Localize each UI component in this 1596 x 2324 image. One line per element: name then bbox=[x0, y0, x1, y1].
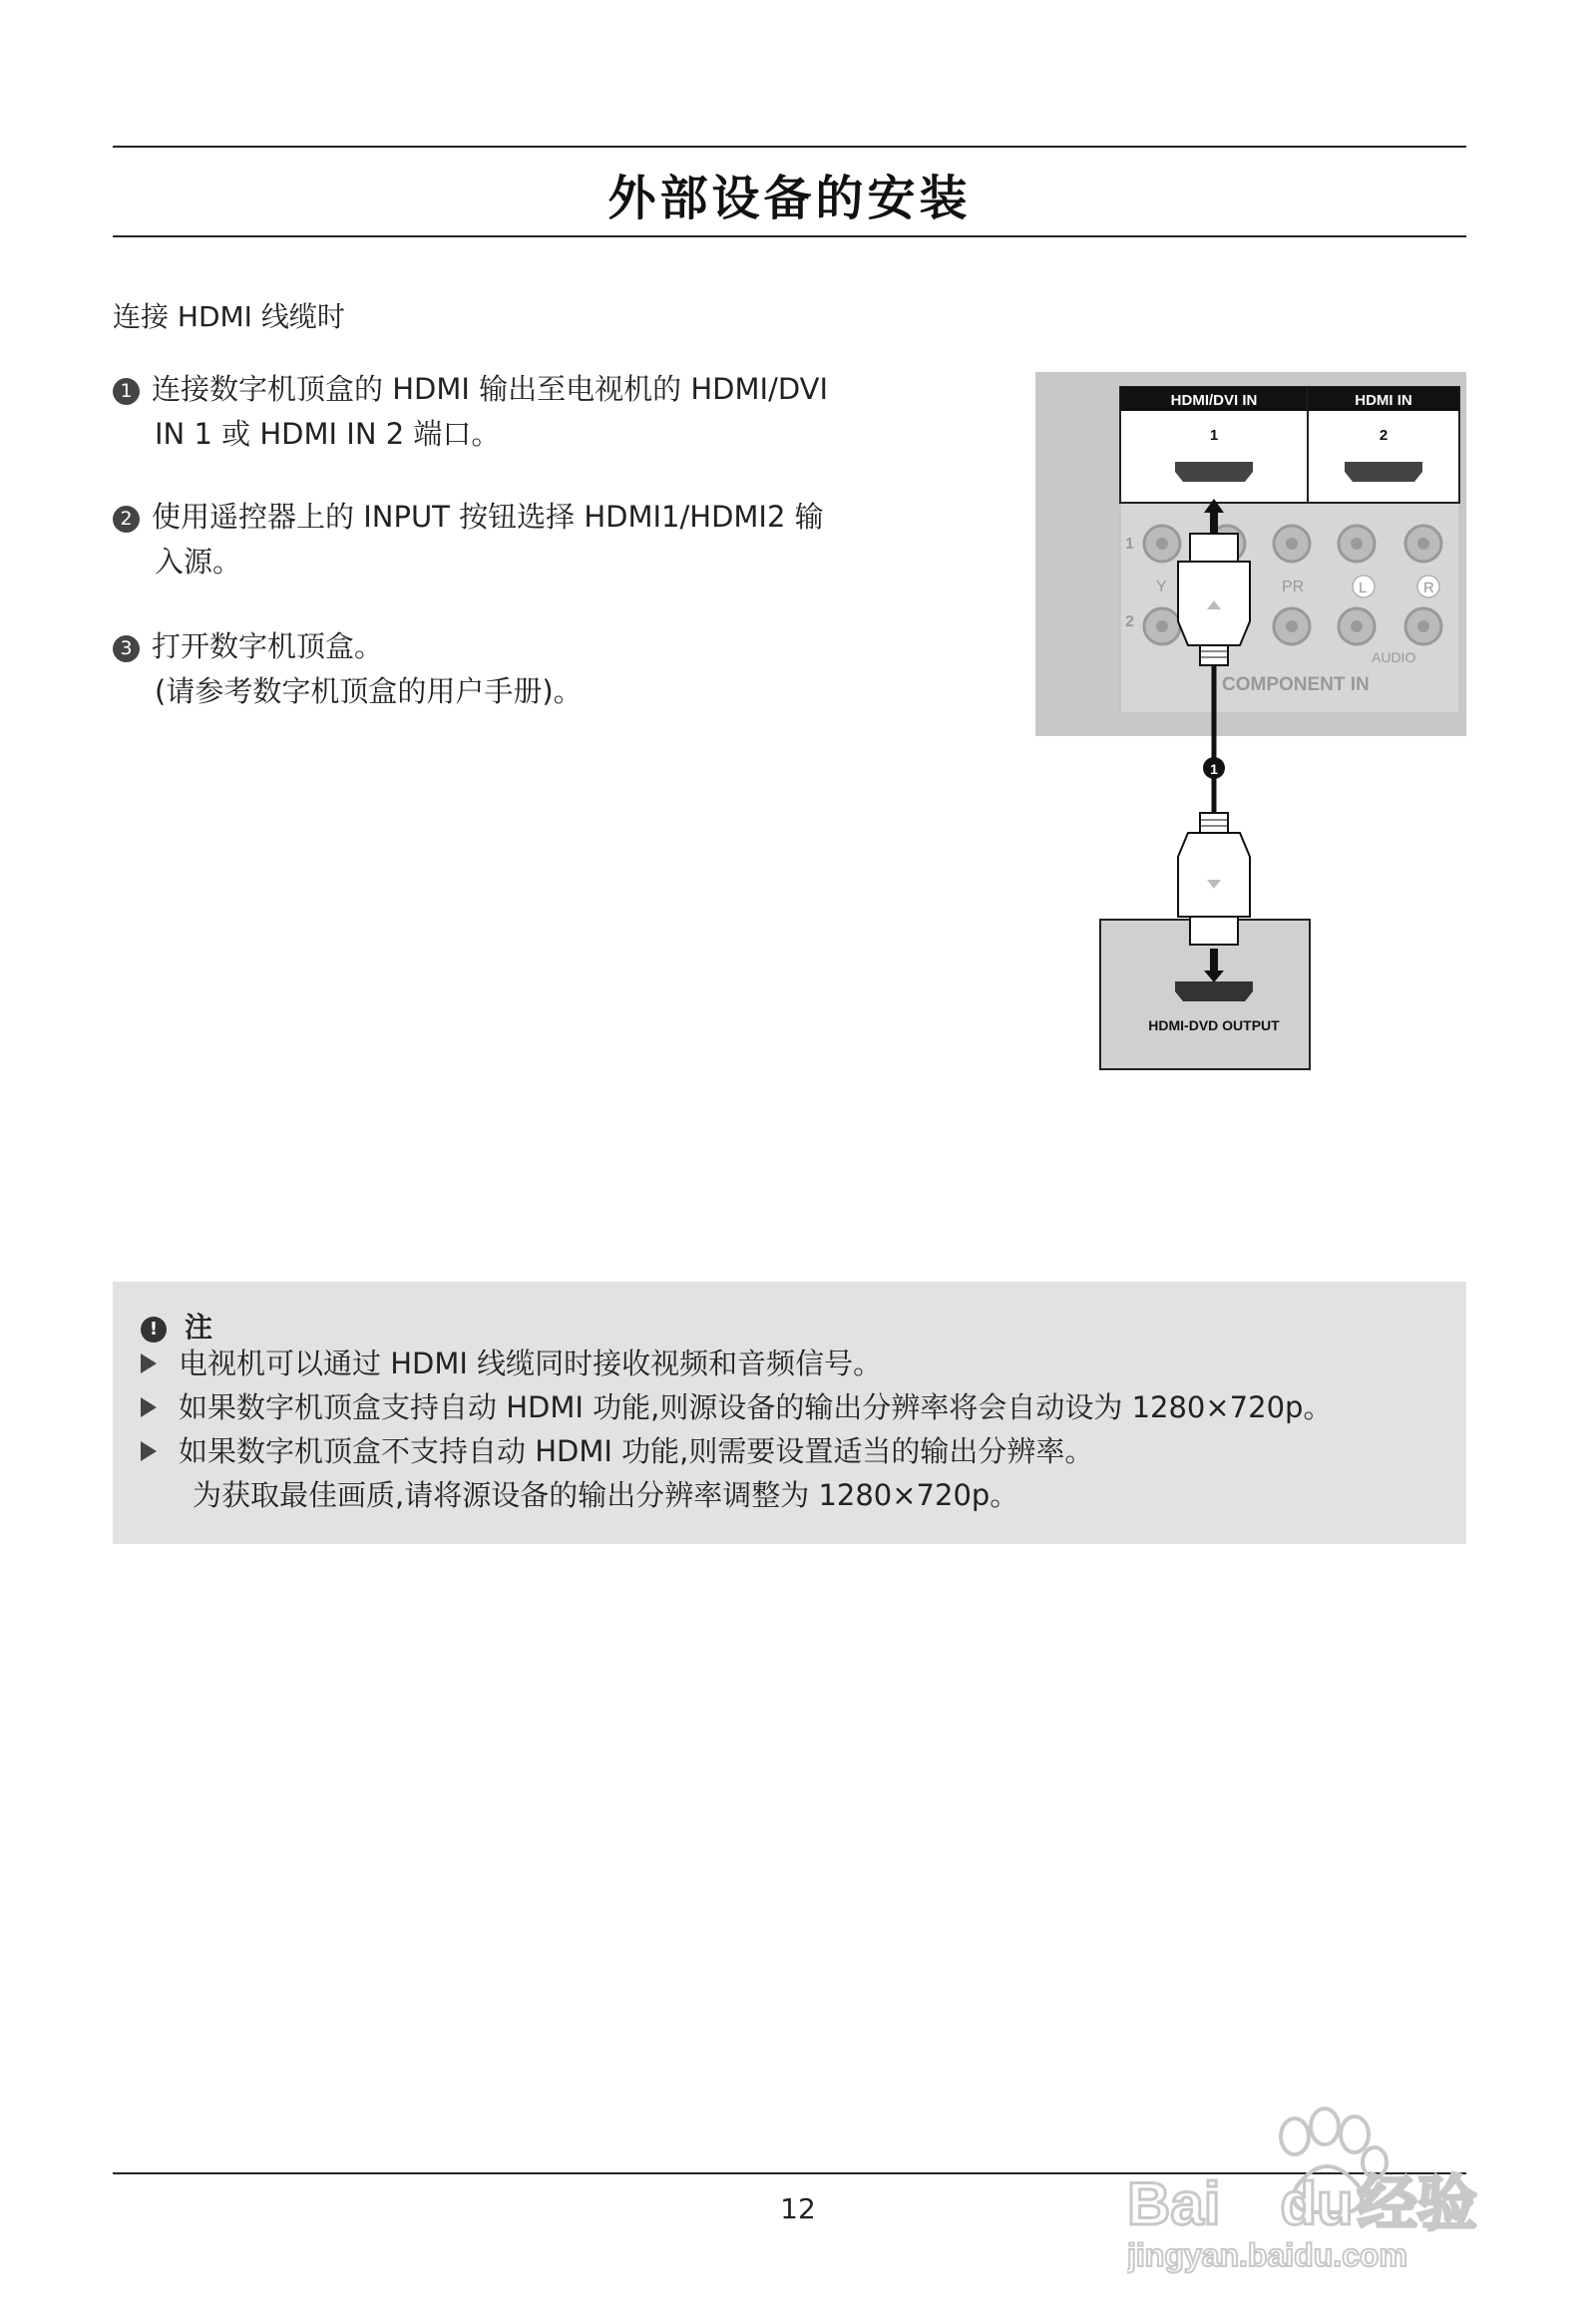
step-text: 使用遥控器上的 INPUT 按钮选择 HDMI1/HDMI2 输 bbox=[152, 500, 824, 534]
note-item-text: 电视机可以通过 HDMI 线缆同时接收视频和音频信号。 bbox=[179, 1347, 883, 1380]
hdmi-port-1-header: HDMI/DVI IN bbox=[1170, 392, 1258, 409]
step-3 bbox=[113, 624, 891, 714]
note-item bbox=[141, 1387, 1332, 1427]
hdmi-port-1-socket-icon bbox=[1175, 462, 1253, 482]
note-item-text: 如果数字机顶盒支持自动 HDMI 功能,则源设备的输出分辨率将会自动设为 1280×720p。 bbox=[179, 1390, 1333, 1424]
step-text: 打开数字机顶盒。 bbox=[152, 629, 384, 663]
row-2-label: 2 bbox=[1125, 613, 1134, 630]
component-in-label: COMPONENT IN bbox=[1222, 674, 1370, 695]
baidu-watermark bbox=[1127, 2075, 1526, 2274]
watermark-url: jingyan.baidu.com bbox=[1127, 2237, 1407, 2273]
note-box bbox=[113, 1282, 1466, 1544]
hdmi-connection-diagram bbox=[1032, 369, 1471, 1077]
section-subtitle: 连接 HDMI 线缆时 bbox=[113, 300, 345, 333]
page-number: 12 bbox=[780, 2192, 816, 2225]
page-title: 外部设备的安装 bbox=[607, 171, 972, 226]
step-text-continued: 入源。 bbox=[155, 545, 242, 579]
step-1 bbox=[113, 367, 891, 457]
step-number-icon: 3 bbox=[113, 635, 140, 662]
step-text-continued: (请参考数字机顶盒的用户手册)。 bbox=[155, 674, 583, 708]
step-2 bbox=[113, 495, 891, 584]
triangle-bullet-icon bbox=[141, 1397, 157, 1417]
title-underline bbox=[113, 235, 1466, 237]
step-number-icon: 2 bbox=[113, 506, 140, 533]
hdmi-port-2-header: HDMI IN bbox=[1355, 392, 1412, 409]
triangle-bullet-icon bbox=[141, 1354, 157, 1373]
top-rule bbox=[113, 146, 1466, 148]
hdmi-port-2-socket-icon bbox=[1345, 462, 1422, 482]
cable-marker-number: 1 bbox=[1210, 761, 1218, 777]
step-number-icon: 1 bbox=[113, 378, 140, 405]
jack-r-label: R bbox=[1423, 580, 1434, 596]
source-socket-icon bbox=[1175, 981, 1253, 1001]
step-text: 连接数字机顶盒的 HDMI 输出至电视机的 HDMI/DVI bbox=[152, 372, 829, 406]
note-item bbox=[141, 1344, 882, 1383]
row-1-label: 1 bbox=[1125, 536, 1134, 553]
hdmi-port-2-number: 2 bbox=[1379, 427, 1389, 444]
hdmi-dvd-output-label: HDMI-DVD OUTPUT bbox=[1148, 1017, 1280, 1033]
step-text-continued: IN 1 或 HDMI IN 2 端口。 bbox=[155, 417, 501, 451]
note-header-text: 注 bbox=[185, 1311, 213, 1344]
triangle-bullet-icon bbox=[141, 1441, 157, 1461]
exclamation-icon: ! bbox=[141, 1317, 167, 1343]
jack-y-label: Y bbox=[1156, 579, 1167, 595]
hdmi-port-1-number: 1 bbox=[1209, 427, 1219, 444]
note-header bbox=[141, 1306, 212, 1346]
jack-l-label: L bbox=[1359, 580, 1368, 596]
note-continuation: 为获取最佳画质,请将源设备的输出分辨率调整为 1280×720p。 bbox=[193, 1478, 1019, 1512]
jack-pr-label: PR bbox=[1282, 579, 1305, 595]
audio-label: AUDIO bbox=[1372, 649, 1416, 665]
note-item bbox=[141, 1431, 1093, 1471]
watermark-brand: Bai du经验 bbox=[1127, 2170, 1477, 2237]
note-item-text: 如果数字机顶盒不支持自动 HDMI 功能,则需要设置适当的输出分辨率。 bbox=[179, 1434, 1094, 1468]
